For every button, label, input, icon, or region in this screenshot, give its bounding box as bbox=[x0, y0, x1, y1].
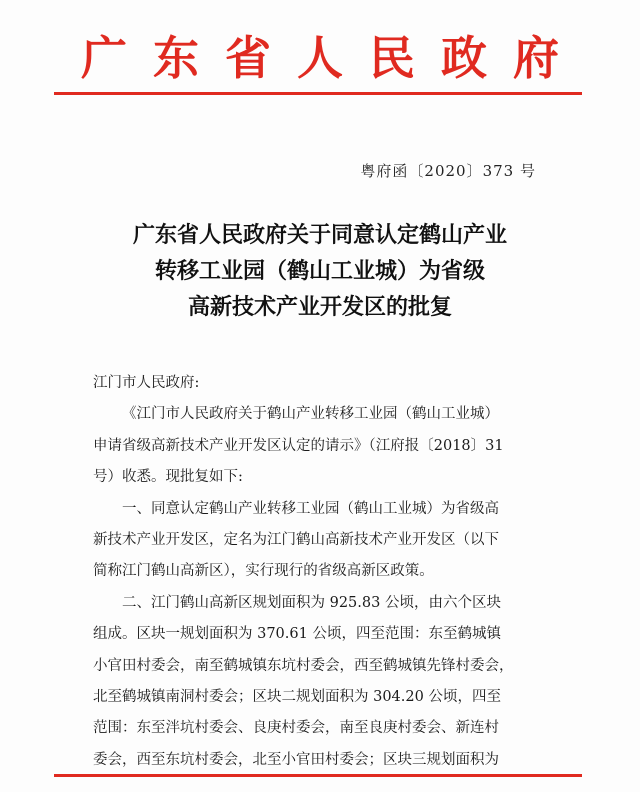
body-line: 北至鹤城镇南洞村委会；区块二规划面积为 304.20 公顷，四至 bbox=[93, 688, 501, 705]
title-line: 转移工业园（鹤山工业城）为省级 bbox=[154, 259, 485, 284]
document-title bbox=[0, 218, 640, 326]
masthead-red-rule bbox=[54, 92, 582, 95]
footer-red-rule bbox=[54, 774, 582, 777]
salutation: 江门市人民政府: bbox=[93, 375, 200, 391]
body-line: 号）收悉。现批复如下: bbox=[93, 469, 243, 486]
body-line: 《江门市人民政府关于鹤山产业转移工业园（鹤山工业城） bbox=[122, 406, 499, 423]
body-line: 小官田村委会，南至鹤城镇东坑村委会，西至鹤城镇先锋村委会， bbox=[93, 657, 514, 674]
body-line: 二、江门鹤山高新区规划面积为 925.83 公顷，由六个区块 bbox=[122, 594, 501, 611]
title-line: 广东省人民政府关于同意认定鹤山产业 bbox=[132, 223, 507, 248]
title-line: 高新技术产业开发区的批复 bbox=[187, 295, 452, 320]
document-body bbox=[93, 368, 545, 776]
body-line: 一、同意认定鹤山产业转移工业园（鹤山工业城）为省级高 bbox=[122, 500, 499, 517]
body-line: 简称江门鹤山高新区），实行现行的省级高新区政策。 bbox=[93, 563, 434, 580]
document-number: 粤府函〔2020〕373 号 bbox=[360, 162, 536, 180]
masthead-title: 广东省人民政府 bbox=[81, 31, 585, 85]
body-line: 组成。区块一规划面积为 370.61 公顷，四至范围：东至鹤城镇 bbox=[93, 626, 501, 643]
body-line: 范围：东至泮坑村委会、良庚村委会，南至良庚村委会、新连村 bbox=[93, 720, 499, 737]
body-line: 委会，西至东坑村委会，北至小官田村委会；区块三规划面积为 bbox=[93, 751, 499, 768]
body-line: 新技术产业开发区，定名为江门鹤山高新技术产业开发区（以下 bbox=[93, 531, 499, 548]
body-line: 申请省级高新技术产业开发区认定的请示》（江府报〔2018〕31 bbox=[93, 437, 504, 454]
